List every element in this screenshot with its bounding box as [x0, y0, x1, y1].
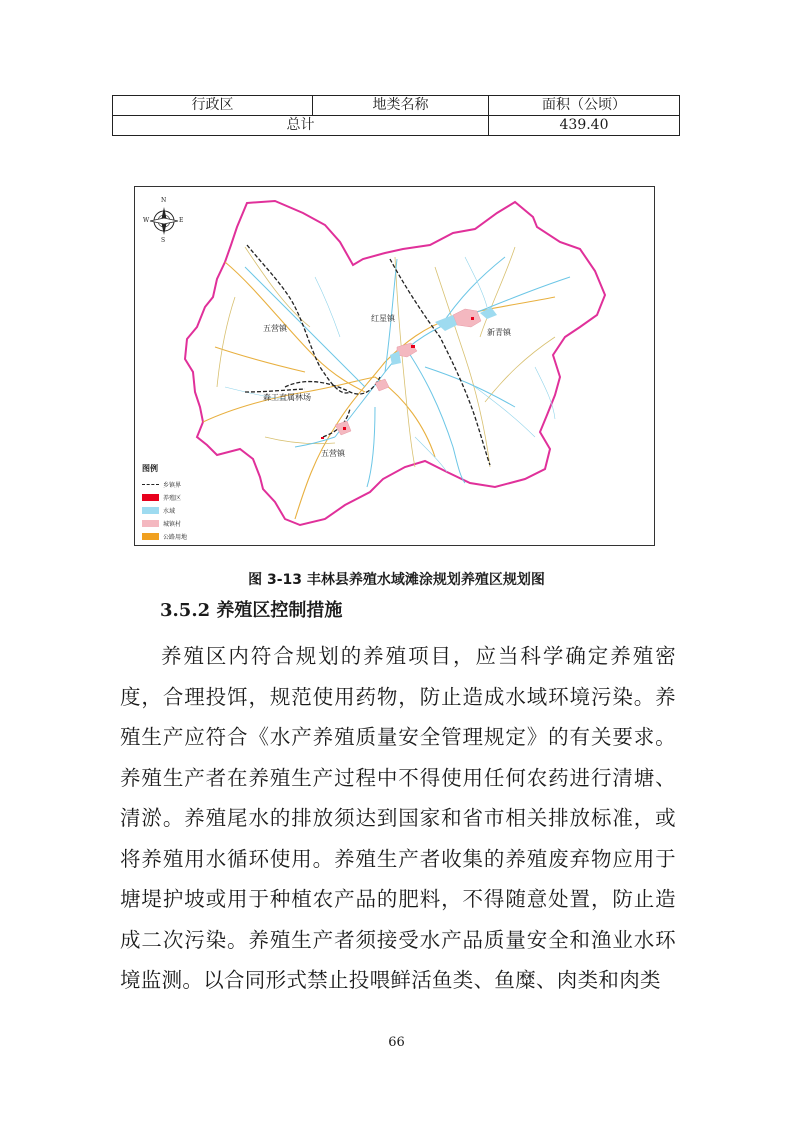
legend-item [142, 504, 222, 517]
page-number: 66 [388, 1035, 405, 1050]
map-label-xinqing: 新青镇 [487, 328, 511, 337]
legend-label: 养殖区 [163, 495, 182, 502]
section-heading [160, 596, 342, 622]
legend-label: 城镇村 [163, 521, 182, 528]
header-area: 面积（公顷） [489, 96, 680, 116]
legend-label: 水域 [163, 508, 176, 515]
legend-label: 公路用地 [163, 534, 188, 541]
map-label-wuying-north: 五营镇 [263, 324, 287, 333]
total-label: 总计 [113, 116, 489, 136]
legend-swatch-road [142, 533, 159, 540]
legend-item [142, 530, 222, 543]
compass-south: S [161, 237, 166, 244]
map-label-forest-farm: 森工直属林场 [263, 393, 311, 402]
header-admin-region: 行政区 [113, 96, 313, 116]
planning-map [134, 186, 655, 546]
map-legend [142, 463, 222, 543]
compass-west: W [143, 217, 150, 224]
legend-swatch-township [142, 484, 159, 485]
section-title: 养殖区控制措施 [216, 600, 343, 621]
legend-item [142, 478, 222, 491]
compass-north: N [161, 197, 167, 204]
table-header-row [113, 96, 680, 116]
legend-title: 图例 [142, 464, 158, 473]
legend-label: 乡镇界 [163, 482, 182, 489]
map-label-hongxing: 红星镇 [371, 314, 395, 323]
legend-swatch-water [142, 507, 159, 514]
legend-item [142, 517, 222, 530]
map-label-wuying-south: 五营镇 [321, 449, 345, 458]
legend-swatch-town [142, 520, 159, 527]
figure-caption: 图 3-13 丰林县养殖水域滩涂规划养殖区规划图 [248, 572, 545, 588]
legend-swatch-aquaculture [142, 494, 159, 501]
header-land-type: 地类名称 [313, 96, 489, 116]
area-table [112, 95, 680, 136]
legend-item [142, 491, 222, 504]
table-total-row [113, 116, 680, 136]
section-number: 3.5.2 [160, 600, 211, 621]
total-value: 439.40 [489, 116, 680, 136]
compass-icon [150, 207, 178, 235]
body-paragraph: 养殖区内符合规划的养殖项目，应当科学确定养殖密度，合理投饵，规范使用药物，防止造成水域环境污染。养殖生产应符合《水产养殖质量安全管理规定》的有关要求。养殖生产者在养殖生产过程中不得使用任何农药进行清塘、清淤。养殖尾水的排放须达到国家和省市相关排放标准，或将养殖用水循环使用。养殖生产者收集的养殖废弃物应用于塘堤护坡或用于种植农产品的肥料，不得随意处置，防止造成二次污染。养殖生产者须接受水产品质量安全和渔业水环境监测。以合同形式禁止投喂鲜活鱼类、鱼糜、肉类和肉类 [120, 644, 676, 992]
compass-east: E [179, 217, 184, 224]
